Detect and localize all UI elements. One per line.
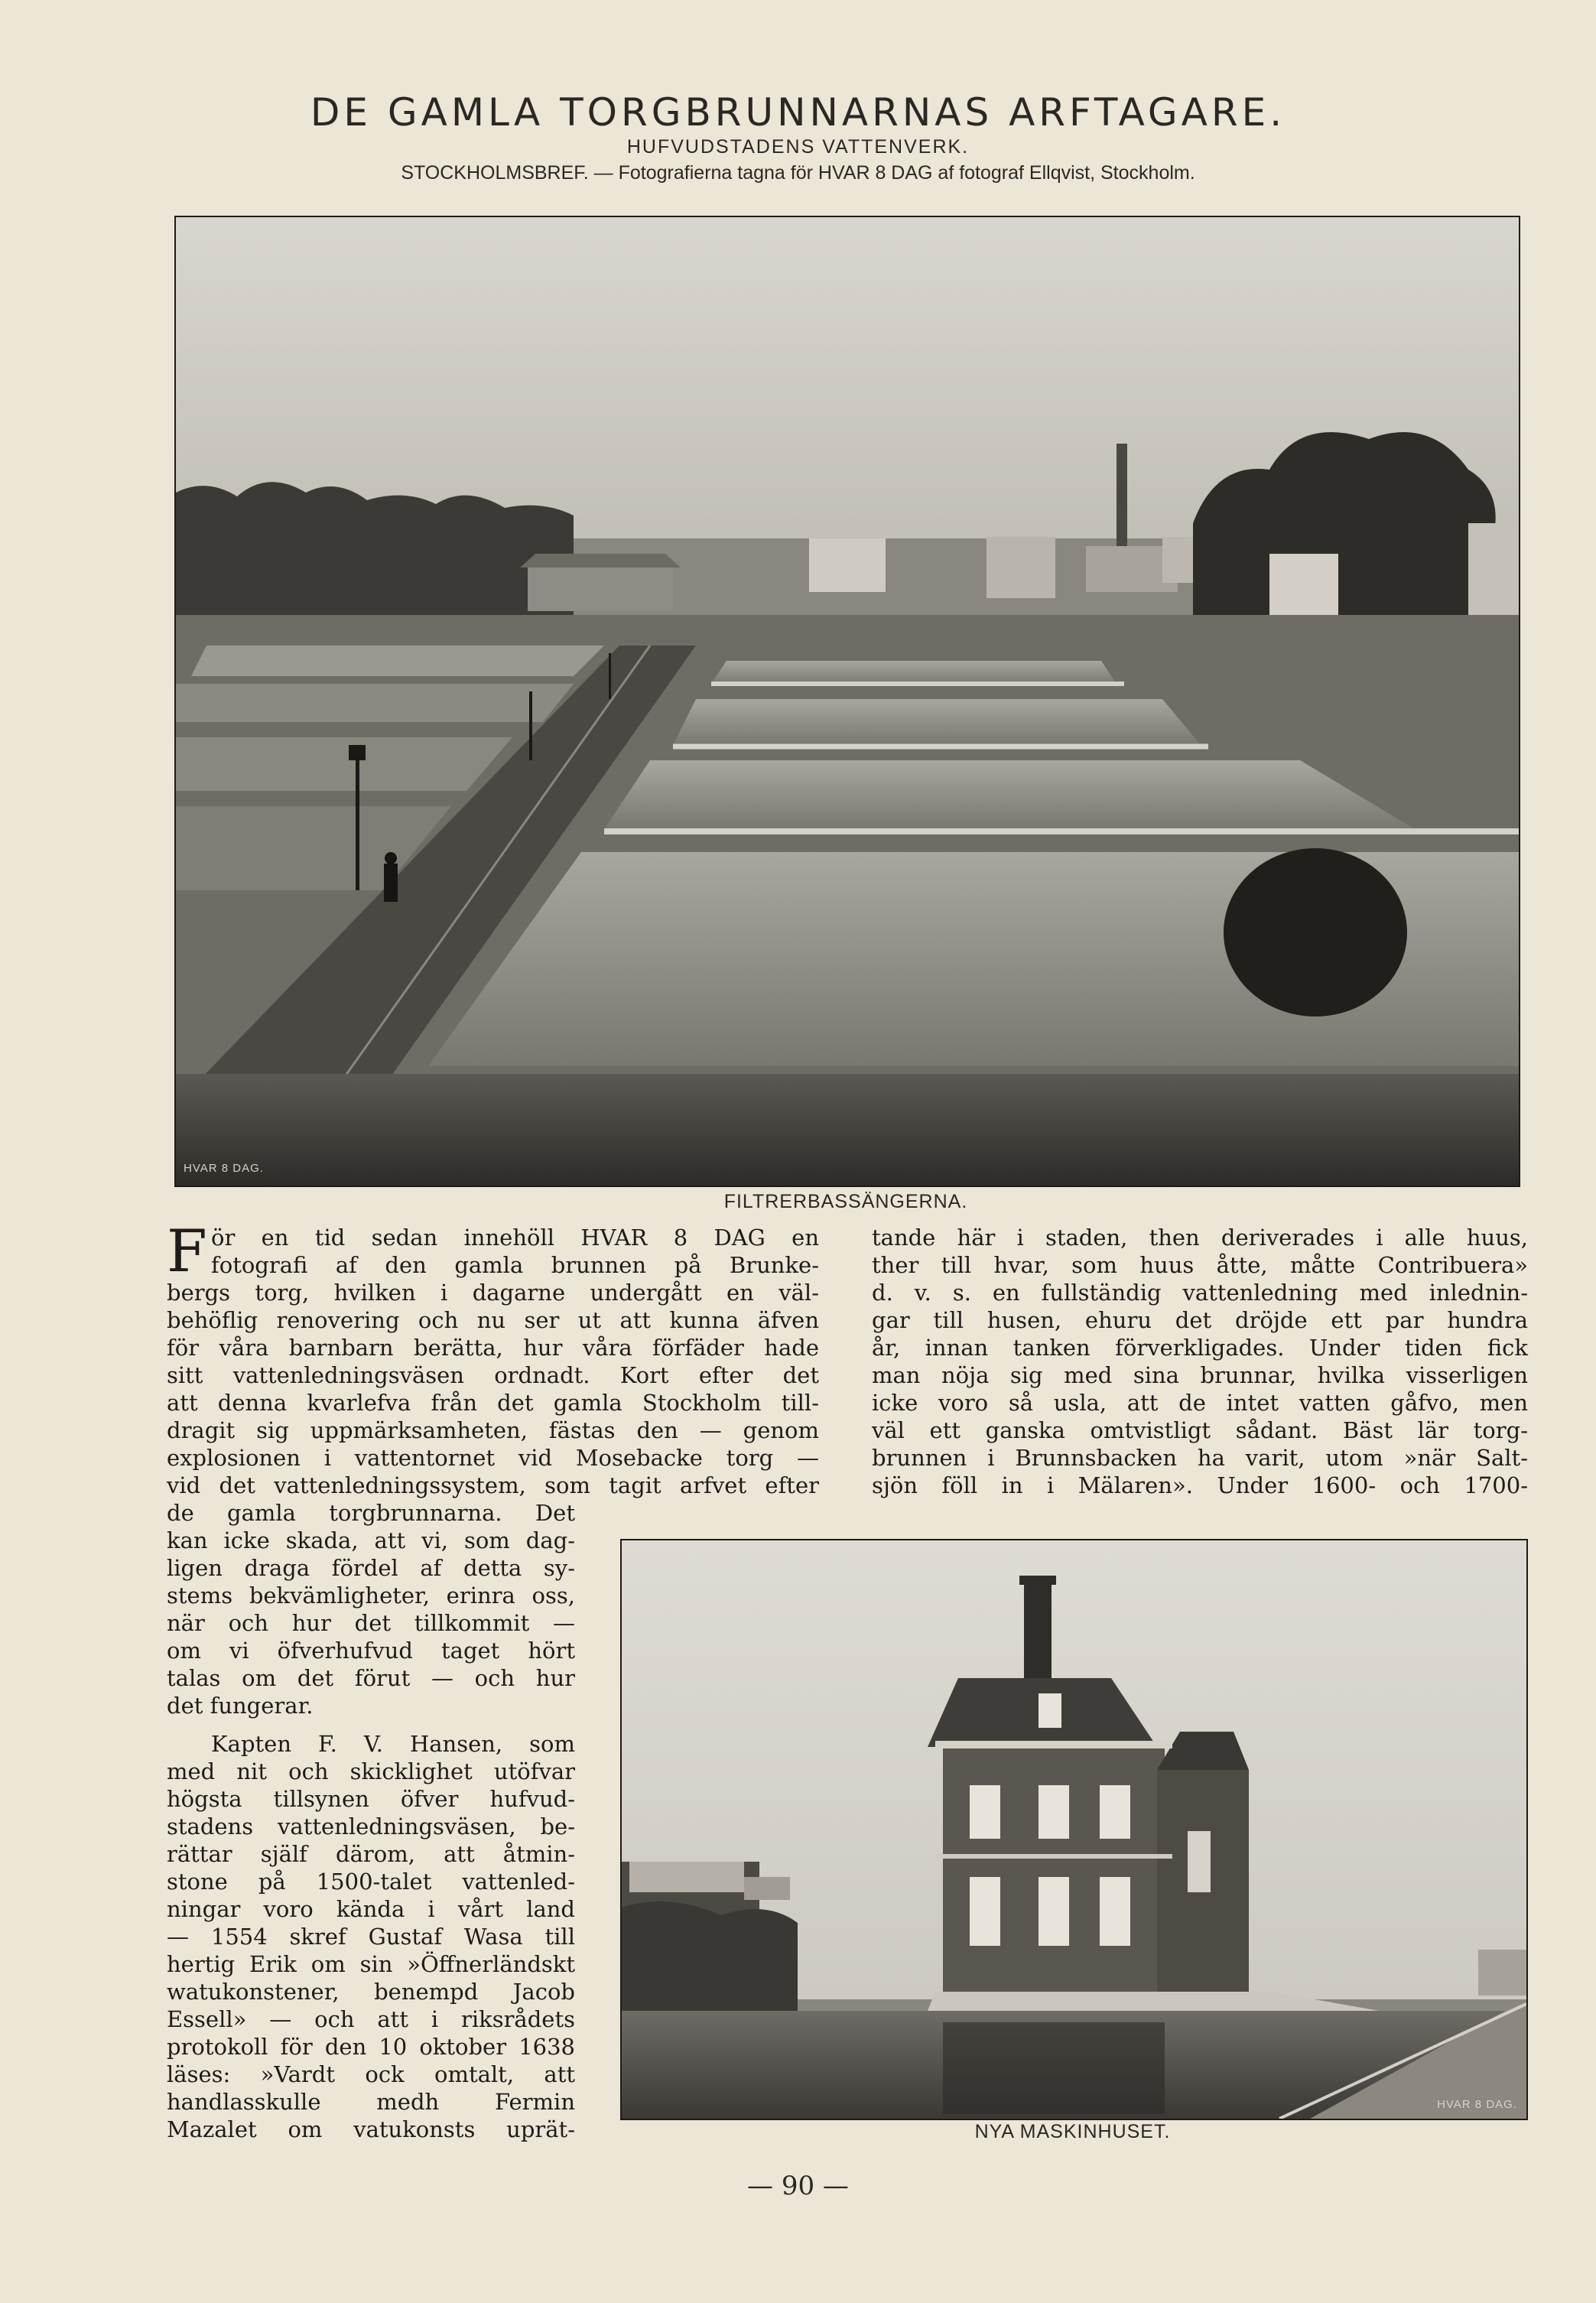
- photo-watermark: HVAR 8 DAG.: [184, 1162, 264, 1175]
- text-line: de gamla torgbrunnarna. Det: [167, 1500, 575, 1526]
- text-line: hertig Erik om sin »Öffnerländskt: [167, 1951, 575, 1977]
- text-line: sjön föll in i Mälaren». Under 1600- och 1700-: [872, 1472, 1528, 1498]
- text-line: icke voro så usla, att de intet vatten gåfvo, men: [872, 1390, 1528, 1416]
- text-line: vid det vattenledningssystem, som tagit arfvet efter: [167, 1472, 819, 1498]
- text-line: sitt vattenledningsväsen ordnadt. Kort efter det: [167, 1362, 819, 1388]
- text-line: man nöja sig med sina brunnar, hvilka visserligen: [872, 1362, 1528, 1388]
- text-line: fotografi af den gamla brunnen på Brunke-: [211, 1252, 819, 1278]
- text-line: — 1554 skref Gustaf Wasa till: [167, 1924, 575, 1950]
- filter-basins-photo: [174, 216, 1520, 1187]
- text-line: rättar själf därom, att åtmin-: [167, 1841, 575, 1867]
- article-column-narrow-continued: [167, 1730, 575, 2143]
- text-line: dragit sig uppmärksamheten, fästas den — genom: [167, 1417, 819, 1443]
- text-line: ningar voro kända i vårt land: [167, 1896, 575, 1922]
- text-line: om vi öfverhufvud taget hört: [167, 1638, 575, 1664]
- article-column-left: [167, 1217, 819, 1499]
- text-line: kan icke skada, att vi, som dag-: [167, 1527, 575, 1553]
- text-line: gar till husen, ehuru det dröjde ett par hundra: [872, 1307, 1528, 1333]
- text-line: ör en tid sedan innehöll HVAR 8 DAG en: [211, 1225, 819, 1251]
- article-subtitle: HUFVUDSTADENS VATTENVERK.: [626, 136, 970, 158]
- filter-basins-caption: FILTRERBASSÄNGERNA.: [723, 1191, 968, 1212]
- machine-house-photo: [620, 1539, 1528, 2120]
- text-line: när och hur det tillkommit —: [167, 1610, 575, 1636]
- text-line: bergs torg, hvilken i dagarne undergått en väl-: [167, 1280, 819, 1306]
- article-title: DE GAMLA TORGBRUNNARNAS ARFTAGARE.: [310, 90, 1286, 135]
- photo-credit: STOCKHOLMSBREF. — Fotografierna tagna för HVAR 8 DAG af fotograf Ellqvist, Stockholm.: [401, 162, 1195, 184]
- photo-watermark: HVAR 8 DAG.: [1437, 2098, 1517, 2111]
- text-line: brunnen i Brunnsbacken ha varit, utom »när Salt-: [872, 1445, 1528, 1471]
- text-line: läses: »Vardt ock omtalt, att: [167, 2061, 575, 2087]
- text-line: behöflig renovering och nu ser ut att kunna äfven: [167, 1307, 819, 1333]
- text-line: tande här i staden, then deriverades i alle huus,: [872, 1225, 1528, 1251]
- text-line: handlasskulle medh Fermin: [167, 2089, 575, 2115]
- text-line: att denna kvarlefva från det gamla Stockholm till-: [167, 1390, 819, 1416]
- text-line: stadens vattenledningsväsen, be-: [167, 1813, 575, 1839]
- machine-house-illustration: [622, 1540, 1526, 2119]
- text-line: explosionen i vattentornet vid Mosebacke torg —: [167, 1445, 819, 1471]
- text-line: för våra barnbarn berätta, hur våra förfäder hade: [167, 1335, 819, 1361]
- text-line: Mazalet om vatukonsts uprät-: [167, 2116, 575, 2142]
- article-column-narrow: [167, 1499, 575, 1719]
- text-line: talas om det förut — och hur: [167, 1665, 575, 1691]
- dropcap: F: [167, 1217, 207, 1285]
- text-line: år, innan tanken förverkligades. Under tiden fick: [872, 1335, 1528, 1361]
- text-line: watukonstener, benempd Jacob: [167, 1979, 575, 2005]
- text-line: d. v. s. en fullständig vattenledning med inlednin-: [872, 1280, 1528, 1306]
- text-line: Kapten F. V. Hansen, som: [211, 1731, 575, 1757]
- text-line: ligen draga fördel af detta sy-: [167, 1555, 575, 1581]
- text-line: det fungerar.: [167, 1693, 314, 1719]
- article-column-right: [872, 1224, 1528, 1499]
- text-line: stems bekvämligheter, erinra oss,: [167, 1582, 575, 1609]
- text-line: protokoll för den 10 oktober 1638: [167, 2034, 575, 2060]
- text-line: Essell» — och att i riksrådets: [167, 2006, 575, 2032]
- machine-house-caption: NYA MASKINHUSET.: [974, 2121, 1171, 2142]
- filter-basins-illustration: [176, 217, 1519, 1186]
- text-line: med nit och skicklighet utöfvar: [167, 1758, 575, 1784]
- page-number: — 90 —: [747, 2171, 849, 2201]
- text-line: väl ett ganska omtvistligt sådant. Bäst lär torg-: [872, 1417, 1528, 1443]
- text-line: högsta tillsynen öfver hufvud-: [167, 1786, 575, 1812]
- text-line: ther till hvar, som huus åtte, måtte Contribuera»: [872, 1252, 1528, 1278]
- text-line: stone på 1500-talet vattenled-: [167, 1869, 575, 1895]
